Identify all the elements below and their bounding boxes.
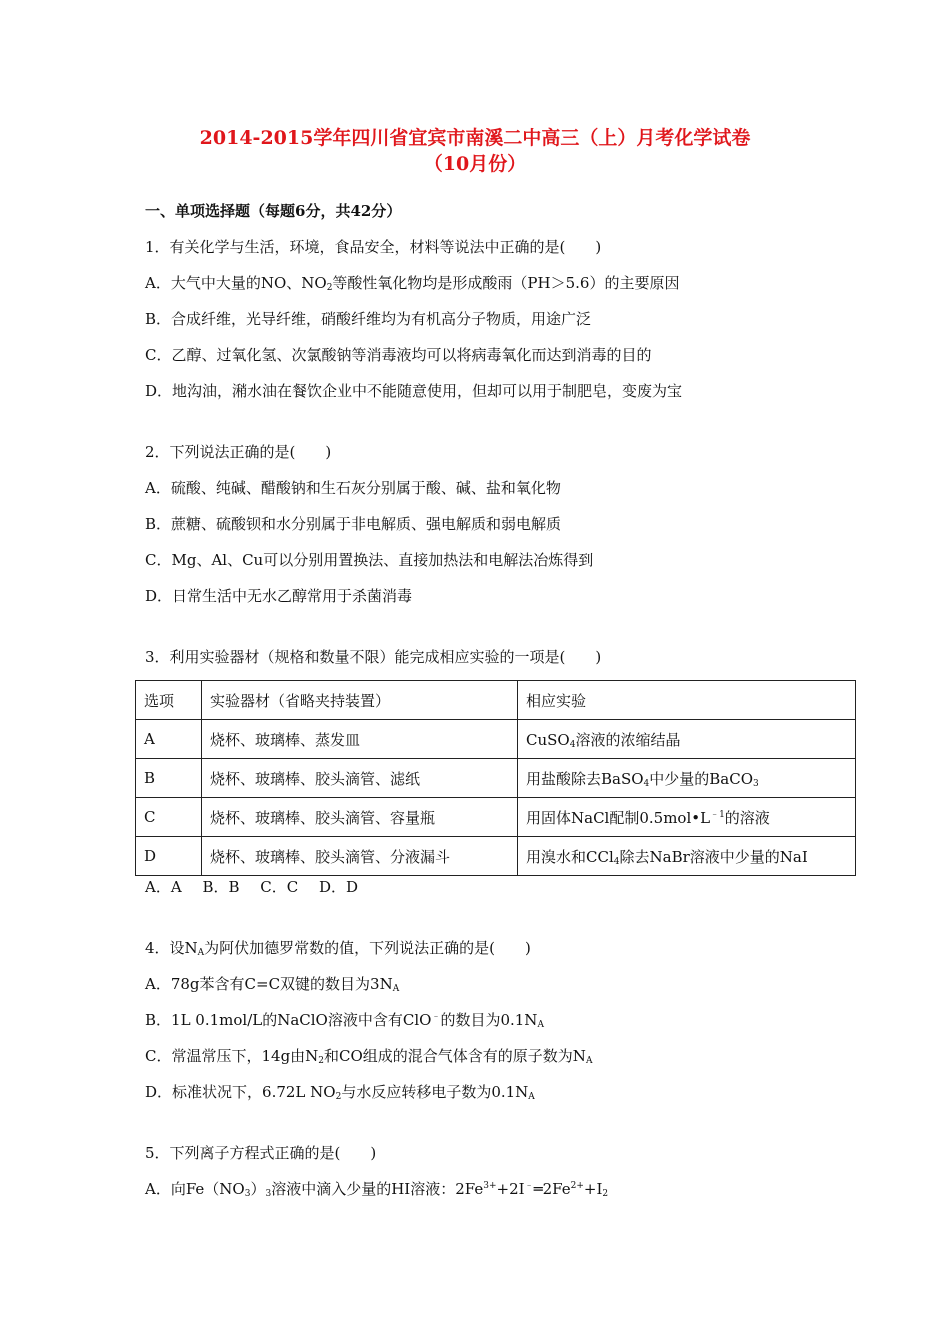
header-option: 选项 — [136, 681, 202, 720]
question-2-stem: 2．下列说法正确的是( ) — [145, 443, 332, 461]
question-4-stem: 4．设$N_A$为阿伏加德罗常数的值，下列说法正确的是( ) — [145, 939, 531, 958]
table-row — [136, 798, 856, 837]
question-2-option-a: A．硫酸、纯碱、醋酸钠和生石灰分别属于酸、碱、盐和氧化物 — [145, 479, 561, 497]
header-experiment: 相应实验 — [518, 681, 856, 720]
exam-title-month: （10月份） — [423, 153, 527, 175]
row-experiment: 用盐酸除去BaSO$_4$中少量的BaCO$_3$ — [518, 759, 856, 798]
row-equipment: 烧杯、玻璃棒、蒸发皿 — [202, 720, 518, 759]
table-row — [136, 759, 856, 798]
question-1-option-c: C．乙醇、过氧化氢、次氯酸钠等消毒液均可以将病毒氧化而达到消毒的目的 — [145, 346, 652, 364]
answer-d: D．D — [319, 878, 359, 896]
exam-title: 2014-2015学年四川省宜宾市南溪二中高三（上）月考化学试卷 — [199, 127, 751, 149]
row-option: A — [136, 720, 202, 759]
question-5-option-a: A．向$Fe(NO_3)_3$溶液中滴入少量的HI溶液：$2Fe^{3+}+2I^﹣═2Fe^{2+}+I_2$ — [145, 1180, 609, 1199]
table-header-row — [136, 681, 856, 720]
answer-b: B．B — [202, 878, 240, 896]
section-heading: 一、单项选择题（每题6分，共42分） — [145, 202, 402, 220]
row-equipment: 烧杯、玻璃棒、胶头滴管、容量瓶 — [202, 798, 518, 837]
row-equipment: 烧杯、玻璃棒、胶头滴管、分液漏斗 — [202, 837, 518, 876]
table-row — [136, 720, 856, 759]
answer-c: C．C — [260, 878, 299, 896]
question-1-option-a: A．大气中大量的NO、$NO_2$等酸性氧化物均是形成酸雨（PH＞5.6）的主要原因 — [145, 274, 680, 293]
question-4-option-c: C．常温常压下，14g由$N_2$和CO组成的混合气体含有的原子数为$N_A$ — [145, 1047, 593, 1066]
experiment-table — [135, 680, 856, 876]
question-5-stem: 5．下列离子方程式正确的是( ) — [145, 1144, 377, 1162]
row-experiment: 用溴水和CCl$_4$除去NaBr溶液中少量的NaI — [518, 837, 856, 876]
question-1-option-b: B．合成纤维，光导纤维，硝酸纤维均为有机高分子物质，用途广泛 — [145, 310, 592, 328]
row-equipment: 烧杯、玻璃棒、胶头滴管、滤纸 — [202, 759, 518, 798]
row-option: D — [136, 837, 202, 876]
question-3-stem: 3．利用实验器材（规格和数量不限）能完成相应实验的一项是( ) — [145, 648, 602, 666]
question-2-option-b: B．蔗糖、硫酸钡和水分别属于非电解质、强电解质和弱电解质 — [145, 515, 562, 533]
question-3-answers — [145, 876, 358, 898]
row-experiment: 用固体NaCl配制$0.5mol•L^{﹣1}$的溶液 — [518, 798, 856, 837]
table-row — [136, 837, 856, 876]
question-1-option-d: D．地沟油，潲水油在餐饮企业中不能随意使用，但却可以用于制肥皂，变废为宝 — [145, 382, 683, 400]
question-1-stem: 1．有关化学与生活，环境，食品安全，材料等说法中正确的是( ) — [145, 238, 602, 256]
question-4-option-a: A．78g苯含有C=C双键的数目为$3N_A$ — [145, 975, 400, 994]
header-equipment: 实验器材（省略夹持装置） — [202, 681, 518, 720]
question-4-option-b: B．1L 0.1mol/L的NaClO溶液中含有ClO﹣的数目为$0.1N_A$ — [145, 1011, 544, 1030]
question-4-option-d: D．标准状况下，6.72L $NO_2$与水反应转移电子数为$0.1N_A$ — [145, 1083, 535, 1102]
question-2-option-c: C．Mg、Al、Cu可以分别用置换法、直接加热法和电解法冶炼得到 — [145, 551, 594, 569]
row-option: B — [136, 759, 202, 798]
question-2-option-d: D．日常生活中无水乙醇常用于杀菌消毒 — [145, 587, 413, 605]
row-option: C — [136, 798, 202, 837]
row-experiment: CuSO$_4$溶液的浓缩结晶 — [518, 720, 856, 759]
answer-a: A．A — [145, 878, 182, 896]
